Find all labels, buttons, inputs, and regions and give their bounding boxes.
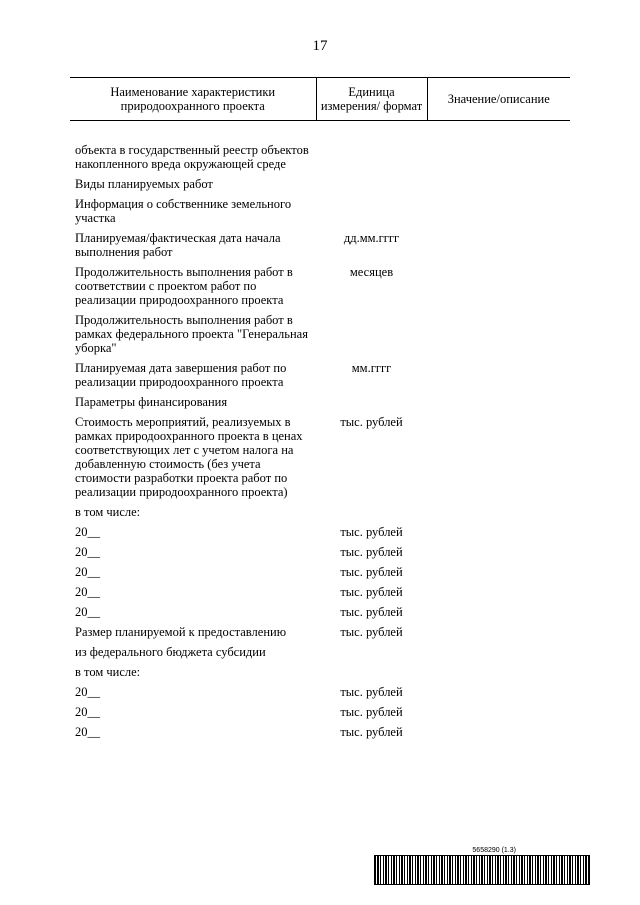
unit-cell: тыс. рублей (340, 545, 403, 559)
characteristic-name-cell: 20__ (75, 705, 100, 719)
characteristic-name-cell: Продолжительность выполнения работ в соответствии с проектом работ по реализации природоохранного проекта (75, 265, 293, 307)
characteristic-name-cell: Планируемая/фактическая дата начала выполнения работ (75, 231, 281, 259)
unit-cell: тыс. рублей (340, 565, 403, 579)
characteristic-name-cell: Планируемая дата завершения работ по реализации природоохранного проекта (75, 361, 287, 389)
table-row (70, 563, 570, 583)
unit-cell (316, 195, 427, 229)
table-header-row (70, 78, 570, 121)
unit-cell: месяцев (349, 265, 394, 279)
table-row (70, 623, 570, 643)
characteristic-name-cell: в том числе: (75, 505, 141, 519)
unit-cell: тыс. рублей (340, 605, 403, 619)
unit-cell (316, 175, 427, 195)
table-row (70, 359, 570, 393)
table-row (70, 311, 570, 359)
unit-cell: тыс. рублей (340, 685, 403, 699)
value-cell (427, 563, 570, 583)
value-cell (427, 141, 570, 175)
value-cell (427, 413, 570, 503)
header-value-description: Значение/описание (427, 78, 570, 121)
value-cell (427, 393, 570, 413)
table-row (70, 195, 570, 229)
table-row (70, 229, 570, 263)
unit-cell: тыс. рублей (340, 415, 403, 429)
characteristic-name-cell: Информация о собственнике земельного участка (75, 197, 292, 225)
characteristic-name-cell: Виды планируемых работ (75, 177, 213, 191)
header-unit-format: Единица измерения/ формат (316, 78, 427, 121)
value-cell (427, 703, 570, 723)
table-spacer (70, 121, 570, 142)
barcode (374, 855, 590, 885)
characteristic-name-cell: Размер планируемой к предоставлению (75, 625, 287, 639)
unit-cell (316, 393, 427, 413)
unit-cell: тыс. рублей (340, 705, 403, 719)
table-row (70, 175, 570, 195)
table-row (70, 543, 570, 563)
value-cell (427, 503, 570, 523)
characteristic-name-cell: в том числе: (75, 665, 141, 679)
value-cell (427, 229, 570, 263)
characteristic-name-cell: 20__ (75, 525, 100, 539)
characteristics-table (70, 77, 570, 743)
table-row (70, 141, 570, 175)
characteristic-name-cell: из федерального бюджета субсидии (75, 645, 266, 659)
unit-cell (316, 503, 427, 523)
characteristic-name-cell: 20__ (75, 565, 100, 579)
unit-cell (316, 663, 427, 683)
value-cell (427, 263, 570, 311)
value-cell (427, 195, 570, 229)
table-body (70, 121, 570, 744)
header-characteristic-name: Наименование характеристики природоохранного проекта (70, 78, 316, 121)
table-row (70, 503, 570, 523)
barcode-block (374, 847, 590, 885)
value-cell (427, 723, 570, 743)
table-row (70, 263, 570, 311)
characteristic-name-cell: Стоимость мероприятий, реализуемых в рамках природоохранного проекта в ценах соответствующих лет с учетом налога на добавленную стоимость (без учета стоимости разработки проекта работ по реализации природоохранного проекта) (75, 415, 303, 499)
value-cell (427, 311, 570, 359)
value-cell (427, 175, 570, 195)
characteristic-name-cell: 20__ (75, 685, 100, 699)
unit-cell: тыс. рублей (340, 725, 403, 739)
characteristic-name-cell: Продолжительность выполнения работ в рамках федерального проекта "Генеральная уборка" (75, 313, 308, 355)
characteristic-name-cell: Параметры финансирования (75, 395, 228, 409)
barcode-number: 5658290 (1.3) (472, 847, 516, 854)
characteristic-name-cell: 20__ (75, 725, 100, 739)
unit-cell: тыс. рублей (340, 625, 403, 639)
characteristic-name-cell: 20__ (75, 585, 100, 599)
value-cell (427, 603, 570, 623)
table-row (70, 393, 570, 413)
characteristic-name-cell: 20__ (75, 545, 100, 559)
value-cell (427, 543, 570, 563)
characteristic-name-cell: объекта в государственный реестр объектов накопленного вреда окружающей среде (75, 143, 309, 171)
table-row (70, 413, 570, 503)
table-row (70, 723, 570, 743)
unit-cell (316, 141, 427, 175)
table-row (70, 583, 570, 603)
unit-cell: тыс. рублей (340, 585, 403, 599)
value-cell (427, 623, 570, 643)
table-row (70, 523, 570, 543)
unit-cell: дд.мм.гггг (343, 231, 400, 245)
value-cell (427, 643, 570, 663)
table-row (70, 703, 570, 723)
unit-cell: тыс. рублей (340, 525, 403, 539)
value-cell (427, 359, 570, 393)
page-number: 17 (312, 38, 328, 54)
table-row (70, 603, 570, 623)
value-cell (427, 583, 570, 603)
value-cell (427, 683, 570, 703)
value-cell (427, 663, 570, 683)
characteristic-name-cell: 20__ (75, 605, 100, 619)
table-row (70, 663, 570, 683)
unit-cell (316, 311, 427, 359)
table-row (70, 683, 570, 703)
value-cell (427, 523, 570, 543)
table-row (70, 643, 570, 663)
unit-cell: мм.гггг (351, 361, 392, 375)
unit-cell (316, 643, 427, 663)
